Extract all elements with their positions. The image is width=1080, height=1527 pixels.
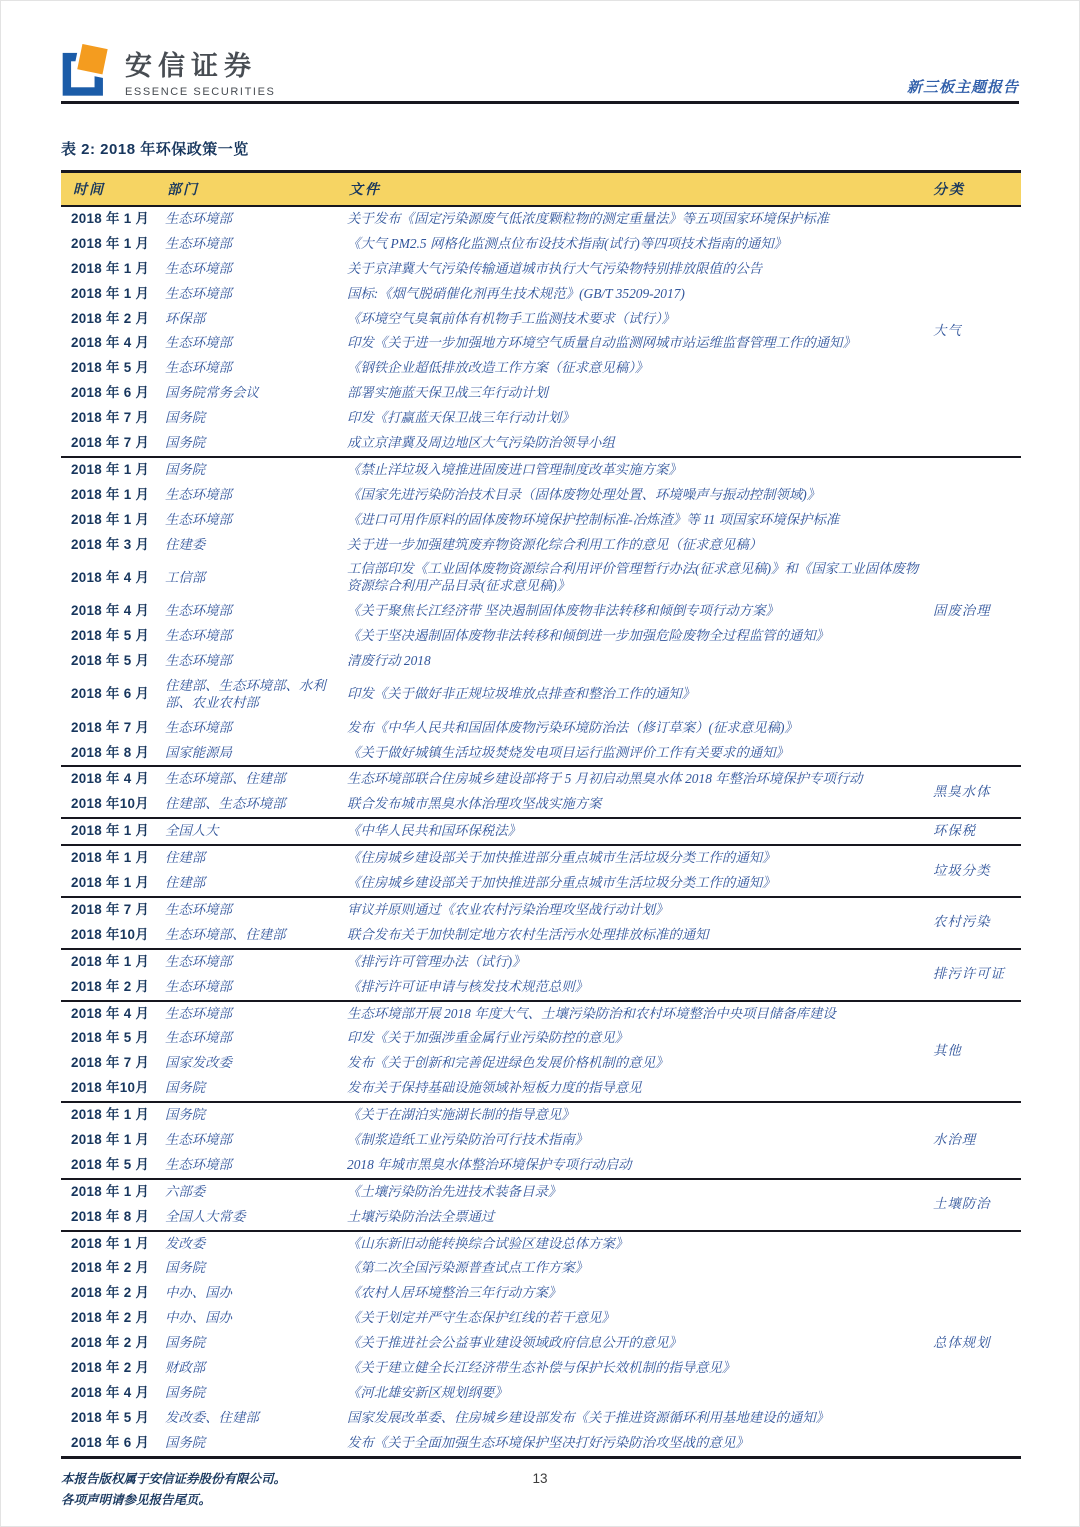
policy-table-header [61, 172, 1021, 207]
policy-date: 2018 年 2 月 [71, 1260, 150, 1276]
table-row [61, 949, 1021, 975]
table-row [61, 741, 1021, 767]
policy-department: 国务院 [165, 1335, 206, 1351]
policy-date: 2018 年 1 月 [71, 260, 150, 276]
policy-date: 2018 年 2 月 [71, 1285, 150, 1301]
policy-department: 环保部 [165, 310, 206, 326]
policy-date: 2018 年 5 月 [71, 1030, 150, 1046]
policy-category: 黑臭水体 [931, 766, 1021, 818]
policy-date: 2018 年 6 月 [71, 686, 150, 702]
policy-date: 2018 年 1 月 [61, 1231, 165, 1257]
footer-disclaimer-line2: 各项声明请参见报告尾页。 [61, 1492, 212, 1507]
policy-date: 2018 年10月 [71, 796, 149, 812]
policy-date: 2018 年 6 月 [71, 1434, 150, 1450]
policy-category: 农村污染 [931, 897, 1021, 949]
policy-category: 排污许可证 [931, 949, 1021, 1001]
table-row [61, 1205, 1021, 1231]
policy-date: 2018 年 8 月 [71, 744, 150, 760]
policy-document: 联合发布城市黑臭水体治理攻坚战实施方案 [347, 796, 602, 812]
policy-date: 2018 年 1 月 [61, 457, 165, 483]
policy-document: 《第二次全国污染源普查试点工作方案》 [347, 1260, 589, 1276]
policy-department: 生态环境部 [165, 653, 232, 669]
policy-date: 2018 年 2 月 [71, 978, 150, 994]
policy-category: 土壤防治 [931, 1179, 1021, 1231]
policy-document: 《排污许可管理办法（试行)》 [347, 949, 931, 975]
policy-document: 《中华人民共和国环保税法》 [347, 818, 931, 845]
table-row [61, 1256, 1021, 1281]
policy-document: 国家发展改革委、住房城乡建设部发布《关于推进资源循环利用基地建设的通知》 [347, 1409, 830, 1425]
table-row [61, 557, 1021, 599]
policy-category: 大气 [931, 206, 1021, 457]
table-row [61, 1381, 1021, 1406]
policy-date: 2018 年 2 月 [71, 310, 150, 326]
policy-document: 《禁止洋垃圾入境推进固废进口管理制度改革实施方案》 [347, 457, 931, 483]
policy-department: 国务院 [165, 1102, 347, 1128]
policy-date: 2018 年 4 月 [71, 569, 150, 585]
footer-disclaimer [61, 1469, 286, 1512]
column-header-department: 部门 [165, 172, 347, 207]
policy-document: 发布关于保持基础设施领域补短板力度的指导意见 [347, 1080, 642, 1096]
policy-date: 2018 年 5 月 [71, 1409, 150, 1425]
policy-date: 2018 年 1 月 [61, 818, 165, 845]
policy-date: 2018 年 1 月 [71, 511, 150, 527]
table-row [61, 624, 1021, 649]
table-title: 表 2: 2018 年环保政策一览 [61, 141, 249, 158]
policy-date: 2018 年 7 月 [71, 435, 150, 451]
policy-department: 生态环境部 [165, 511, 232, 527]
policy-document: 工信部印发《工业固体废物资源综合利用评价管理暂行办法(征求意见稿)》和《国家工业固体废物资源综合利用产品目录(征求意见稿)》 [347, 561, 919, 594]
policy-document: 《关于坚决遏制固体废物非法转移和倾倒进一步加强危险废物全过程监管的通知》 [347, 628, 830, 644]
table-row [61, 1281, 1021, 1306]
policy-document: 印发《关于做好非正规垃圾堆放点排查和整治工作的通知》 [347, 686, 696, 702]
policy-category: 总体规划 [931, 1231, 1021, 1458]
table-row [61, 431, 1021, 457]
brand-name-cn: 安信证券 [125, 50, 257, 81]
report-type-label: 新三板主题报告 [906, 80, 1019, 96]
policy-department: 生态环境部 [165, 949, 347, 975]
brand-text [125, 44, 275, 98]
policy-department: 国家发改委 [165, 1055, 232, 1071]
policy-department: 生态环境部 [165, 1131, 232, 1147]
policy-date: 2018 年 1 月 [71, 285, 150, 301]
policy-document: 生态环境部联合住房城乡建设部将于 5 月初启动黑臭水体 2018 年整治环境保护专项行动 [347, 766, 931, 792]
policy-department: 中办、国办 [165, 1310, 232, 1326]
policy-department: 国务院 [165, 457, 347, 483]
footer-disclaimer-line1: 本报告版权属于安信证券股份有限公司。 [61, 1471, 287, 1486]
policy-document: 成立京津冀及周边地区大气污染防治领导小组 [347, 435, 615, 451]
table-row [61, 1306, 1021, 1331]
page-number: 13 [532, 1470, 548, 1486]
table-row [61, 483, 1021, 508]
policy-document: 发布《关于创新和完善促进绿色发展价格机制的意见》 [347, 1055, 669, 1071]
column-header-time: 时间 [61, 172, 165, 207]
policy-date: 2018 年 1 月 [61, 206, 165, 232]
policy-department: 发改委 [165, 1231, 347, 1257]
table-row [61, 975, 1021, 1001]
policy-document: 《关于推进社会公益事业建设领域政府信息公开的意见》 [347, 1335, 682, 1351]
report-page [1, 1, 1079, 1511]
policy-document: 《国家先进污染防治技术目录（固体废物处理处置、环境噪声与振动控制领域)》 [347, 486, 821, 502]
policy-department: 生态环境部 [165, 978, 232, 994]
policy-department: 全国人大 [165, 818, 347, 845]
policy-document: 土壤污染防治法全票通过 [347, 1208, 495, 1224]
policy-department: 生态环境部 [165, 486, 232, 502]
policy-department: 国务院 [165, 1260, 206, 1276]
policy-date: 2018 年 6 月 [71, 385, 150, 401]
policy-document: 《关于聚焦长江经济带 坚决遏制固体废物非法转移和倾倒专项行动方案》 [347, 603, 779, 619]
policy-department: 工信部 [165, 569, 206, 585]
table-row [61, 1331, 1021, 1356]
policy-date: 2018 年 1 月 [71, 486, 150, 502]
policy-document: 《制浆造纸工业污染防治可行技术指南》 [347, 1131, 589, 1147]
policy-document: 关于京津冀大气污染传输通道城市执行大气污染物特别排放限值的公告 [347, 260, 763, 276]
column-header-category: 分类 [931, 172, 1021, 207]
policy-date: 2018 年 4 月 [71, 1384, 150, 1400]
policy-department: 生态环境部 [165, 1030, 232, 1046]
policy-document: 印发《关于进一步加强地方环境空气质量自动监测网城市站运维监督管理工作的通知》 [347, 335, 856, 351]
table-row [61, 1001, 1021, 1027]
policy-document: 《山东新旧动能转换综合试验区建设总体方案》 [347, 1231, 931, 1257]
policy-department: 生态环境部 [165, 628, 232, 644]
policy-department: 发改委、住建部 [165, 1409, 259, 1425]
table-row [61, 818, 1021, 845]
policy-document: 《关于划定并严守生态保护红线的若干意见》 [347, 1310, 615, 1326]
table-row [61, 1026, 1021, 1051]
table-row [61, 716, 1021, 741]
policy-document: 《关于在湖泊实施湖长制的指导意见》 [347, 1102, 931, 1128]
table-row [61, 257, 1021, 282]
table-row [61, 406, 1021, 431]
table-row [61, 356, 1021, 381]
policy-document: 国标:《烟气脱硝催化剂再生技术规范》(GB/T 35209-2017) [347, 285, 685, 301]
table-row [61, 766, 1021, 792]
policy-date: 2018 年 5 月 [71, 1156, 150, 1172]
policy-document: 发布《中华人民共和国固体废物污染环境防治法（修订草案）(征求意见稿)》 [347, 719, 798, 735]
policy-document: 《进口可用作原料的固体废物环境保护控制标准-冶炼渣》等 11 项国家环境保护标准 [347, 511, 840, 527]
policy-document: 关于进一步加强建筑废弃物资源化综合利用工作的意见（征求意见稿） [347, 536, 763, 552]
policy-department: 国务院 [165, 1434, 206, 1450]
policy-department: 国务院 [165, 435, 206, 451]
table-row [61, 1128, 1021, 1153]
policy-department: 生态环境部、住建部 [165, 766, 347, 792]
policy-date: 2018 年 1 月 [61, 1179, 165, 1205]
policy-date: 2018 年 4 月 [61, 1001, 165, 1027]
policy-date: 2018 年 4 月 [61, 766, 165, 792]
policy-department: 住建部 [165, 845, 347, 871]
table-row [61, 792, 1021, 818]
policy-document: 《大气 PM2.5 网格化监测点位布设技术指南(试行)等四项技术指南的通知》 [347, 235, 788, 251]
policy-table [61, 170, 1021, 1459]
policy-department: 生态环境部 [165, 335, 232, 351]
policy-department: 生态环境部 [165, 285, 232, 301]
page-header [61, 1, 1019, 101]
policy-date: 2018 年10月 [71, 926, 149, 942]
policy-date: 2018 年 5 月 [71, 360, 150, 376]
table-row [61, 331, 1021, 356]
policy-department: 中办、国办 [165, 1285, 232, 1301]
policy-department: 财政部 [165, 1359, 206, 1375]
policy-document: 生态环境部开展 2018 年度大气、土壤污染防治和农村环境整治中央项目储备库建设 [347, 1001, 931, 1027]
table-row [61, 206, 1021, 232]
policy-document: 审议并原则通过《农业农村污染治理攻坚战行动计划》 [347, 897, 931, 923]
policy-date: 2018 年10月 [71, 1080, 149, 1096]
table-row [61, 381, 1021, 406]
brand-name-en: ESSENCE SECURITIES [125, 85, 276, 98]
policy-date: 2018 年 1 月 [71, 875, 150, 891]
policy-department: 国家能源局 [165, 744, 232, 760]
policy-date: 2018 年 1 月 [61, 845, 165, 871]
table-row [61, 282, 1021, 307]
policy-document: 《农村人居环境整治三年行动方案》 [347, 1285, 562, 1301]
policy-department: 生态环境部 [165, 719, 232, 735]
policy-document: 《关于建立健全长江经济带生态补偿与保护长效机制的指导意见》 [347, 1359, 736, 1375]
table-row [61, 1431, 1021, 1457]
policy-document: 《河北雄安新区规划纲要》 [347, 1384, 508, 1400]
table-row [61, 1051, 1021, 1076]
table-row [61, 1356, 1021, 1381]
table-row [61, 508, 1021, 533]
policy-document: 《住房城乡建设部关于加快推进部分重点城市生活垃圾分类工作的通知》 [347, 875, 776, 891]
table-row [61, 599, 1021, 624]
essence-securities-logo-icon [61, 40, 113, 101]
policy-department: 住建委 [165, 536, 206, 552]
policy-document: 《排污许可证申请与核发技术规范总则》 [347, 978, 589, 994]
table-row [61, 307, 1021, 332]
policy-date: 2018 年 7 月 [71, 410, 150, 426]
policy-category: 其他 [931, 1001, 1021, 1103]
table-row [61, 232, 1021, 257]
policy-date: 2018 年 1 月 [71, 235, 150, 251]
page-footer [61, 1469, 1019, 1512]
table-row [61, 1406, 1021, 1431]
policy-date: 2018 年 1 月 [71, 1131, 150, 1147]
policy-department: 生态环境部 [165, 897, 347, 923]
policy-category: 固废治理 [931, 457, 1021, 767]
policy-date: 2018 年 4 月 [71, 335, 150, 351]
policy-category: 环保税 [931, 818, 1021, 845]
table-row [61, 1076, 1021, 1102]
policy-document: 《住房城乡建设部关于加快推进部分重点城市生活垃圾分类工作的通知》 [347, 845, 931, 871]
policy-document: 清废行动 2018 [347, 653, 431, 669]
policy-department: 全国人大常委 [165, 1208, 246, 1224]
column-header-document: 文件 [347, 172, 931, 207]
table-row [61, 1231, 1021, 1257]
policy-department: 住建部 [165, 875, 206, 891]
policy-department: 国务院 [165, 1080, 206, 1096]
policy-document: 联合发布关于加快制定地方农村生活污水处理排放标准的通知 [347, 926, 709, 942]
policy-date: 2018 年 2 月 [71, 1335, 150, 1351]
policy-date: 2018 年 7 月 [71, 719, 150, 735]
policy-category: 水治理 [931, 1102, 1021, 1179]
policy-date: 2018 年 1 月 [61, 1102, 165, 1128]
table-row [61, 649, 1021, 674]
policy-department: 生态环境部、住建部 [165, 926, 286, 942]
policy-department: 六部委 [165, 1179, 347, 1205]
policy-department: 国务院 [165, 1384, 206, 1400]
policy-document: 发布《关于全面加强生态环境保护坚决打好污染防治攻坚战的意见》 [347, 1434, 749, 1450]
policy-document: 《环境空气臭氧前体有机物手工监测技术要求（试行）》 [347, 310, 676, 326]
policy-department: 生态环境部 [165, 235, 232, 251]
policy-date: 2018 年 2 月 [71, 1310, 150, 1326]
policy-department: 生态环境部 [165, 206, 347, 232]
policy-table-body [61, 206, 1021, 1457]
table-row [61, 1179, 1021, 1205]
policy-document: 印发《关于加强涉重金属行业污染防控的意见》 [347, 1030, 629, 1046]
policy-document: 印发《打赢蓝天保卫战三年行动计划》 [347, 410, 575, 426]
policy-document: 部署实施蓝天保卫战三年行动计划 [347, 385, 548, 401]
policy-document: 《土壤污染防治先进技术装备目录》 [347, 1179, 931, 1205]
policy-department: 生态环境部 [165, 603, 232, 619]
policy-date: 2018 年 5 月 [71, 653, 150, 669]
policy-department: 住建部、生态环境部、水利部、农业农村部 [165, 677, 326, 710]
policy-date: 2018 年 1 月 [61, 949, 165, 975]
policy-department: 国务院 [165, 410, 206, 426]
policy-department: 生态环境部 [165, 1156, 232, 1172]
policy-department: 国务院常务会议 [165, 385, 259, 401]
policy-date: 2018 年 5 月 [71, 628, 150, 644]
policy-document: 《钢铁企业超低排放改造工作方案（征求意见稿）》 [347, 360, 649, 376]
policy-document: 2018 年城市黑臭水体整治环境保护专项行动启动 [347, 1156, 632, 1172]
table-row [61, 457, 1021, 483]
policy-department: 生态环境部 [165, 1001, 347, 1027]
policy-department: 住建部、生态环境部 [165, 796, 286, 812]
table-row [61, 674, 1021, 716]
policy-department: 生态环境部 [165, 360, 232, 376]
table-row [61, 533, 1021, 558]
policy-date: 2018 年 7 月 [61, 897, 165, 923]
table-row [61, 1153, 1021, 1179]
policy-date: 2018 年 3 月 [71, 536, 150, 552]
policy-date: 2018 年 4 月 [71, 603, 150, 619]
policy-date: 2018 年 7 月 [71, 1055, 150, 1071]
policy-date: 2018 年 2 月 [71, 1359, 150, 1375]
brand-block [61, 40, 275, 101]
policy-date: 2018 年 8 月 [71, 1208, 150, 1224]
policy-category: 垃圾分类 [931, 845, 1021, 897]
table-row [61, 845, 1021, 871]
policy-department: 生态环境部 [165, 260, 232, 276]
policy-document: 关于发布《固定污染源废气低浓度颗粒物的测定重量法》等五项国家环境保护标准 [347, 206, 931, 232]
table-row [61, 871, 1021, 897]
table-row [61, 897, 1021, 923]
header-divider [61, 101, 1019, 104]
policy-document: 《关于做好城镇生活垃圾焚烧发电项目运行监测评价工作有关要求的通知》 [347, 744, 789, 760]
table-row [61, 1102, 1021, 1128]
table-row [61, 923, 1021, 949]
